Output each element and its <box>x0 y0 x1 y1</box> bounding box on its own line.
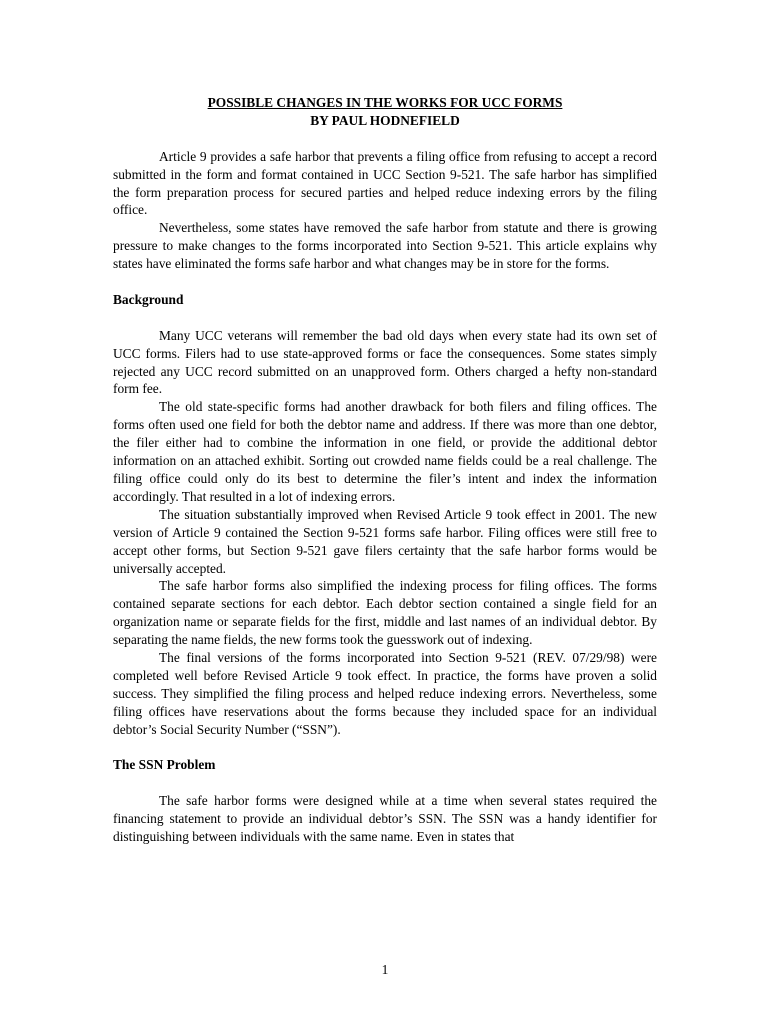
intro-paragraph: Nevertheless, some states have removed the safe harbor from statute and there is growing pressure to make changes to the forms incorporated into Section 9-521. This article explains why states have eliminated the forms safe harbor and what changes may be in store for the forms. <box>113 220 657 272</box>
background-paragraph: Many UCC veterans will remember the bad old days when every state had its own set of UCC forms. Filers had to use state-approved forms or face the consequences. Some states simply rejected any UCC record submitted on an unapproved form. Others charged a hefty non-standard form fee. <box>113 327 657 397</box>
background-paragraph: The safe harbor forms also simplified the indexing process for filing offices. The forms contained separate sections for each debtor. Each debtor section contained a single field for an organization name or separate fields for the first, middle and last names of an individual debtor. By separating the name fields, the new forms took the guesswork out of indexing. <box>113 578 657 648</box>
section-heading-background: Background <box>113 291 184 307</box>
byline: BY PAUL HODNEFIELD <box>310 112 460 128</box>
background-paragraph: The old state-specific forms had another drawback for both filers and filing offices. The forms often used one field for both the debtor name and address. If there was more than one debtor, the filer either had to combine the information in one field, or provide the additional debtor information on an attached exhibit. Sorting out crowded name fields could be a real challenge. The filing office could only do its best to determine the filer’s intent and index the information accordingly. That resulted in a lot of indexing errors. <box>113 399 657 504</box>
section-heading-ssn: The SSN Problem <box>113 757 216 773</box>
ssn-paragraph: The safe harbor forms were designed while at a time when several states required the financing statement to provide an individual debtor’s SSN. The SSN was a handy identifier for distinguishing between individuals with the same name. Even in states that <box>113 793 657 845</box>
title-line-1: POSSIBLE CHANGES IN THE WORKS FOR UCC FORMS <box>207 95 563 110</box>
background-paragraph: The situation substantially improved when Revised Article 9 took effect in 2001. The new version of Article 9 contained the Section 9-521 forms safe harbor. Filing offices were still free to accept other forms, but Section 9-521 gave filers certainty that the safe harbor forms would be universally accepted. <box>113 506 657 576</box>
background-paragraph: The final versions of the forms incorporated into Section 9-521 (REV. 07/29/98) were completed well before Revised Article 9 took effect. In practice, the forms have proven a solid success. They simplified the filing process and helped reduce indexing errors. Nevertheless, some filing offices have reservations about the forms because they included space for an individual debtor’s Social Security Number (“SSN”). <box>113 650 657 737</box>
page-number: 1 <box>381 962 389 977</box>
document-title <box>113 94 657 130</box>
intro-paragraph: Article 9 provides a safe harbor that prevents a filing office from refusing to accept a record submitted in the form and format contained in UCC Section 9-521. The safe harbor has simplified the form preparation process for secured parties and helped reduce indexing errors by the filing office. <box>113 148 657 218</box>
document-page <box>113 94 657 846</box>
